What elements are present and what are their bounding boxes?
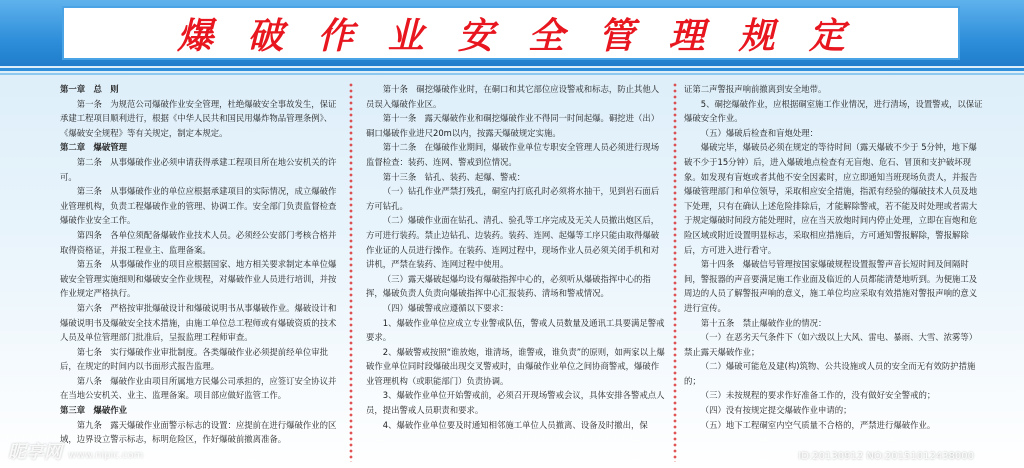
article-paragraph: 1、爆破作业单位应成立专业警戒队伍，警戒人员数量及通讯工具要满足警戒要求。 [366, 317, 665, 343]
title-box [62, 6, 960, 60]
watermark-url: www.nipic.com [68, 450, 144, 461]
text-column-3 [684, 82, 984, 462]
article-paragraph: （四）没有按规定提交爆破作业申请的； [700, 405, 852, 416]
article-paragraph: 第二条 从事爆破作业必须申请获得承建工程项目所在地公安机关的许可。 [60, 156, 337, 182]
article-paragraph: 证第二声警报声响前撤离到安全地带。 [684, 84, 827, 94]
article-paragraph: 爆破完毕，爆破员必须在规定的等待时间（露天爆破不少于 5分钟，地下爆破不少于15分钟）后，进入爆破地点检查有无盲炮、危石、冒顶和支护破坏现象。如发现有盲炮或者其他不安全因素时，应立即通知当班现场负责人，并报告爆破管理部门和单位领导，采取相应安全措施，指派有经验的爆破技术人员及地下处理，只有在确认上述危险排除后，才能解除警戒，若不能及时处理或者需大于规定爆破时间段方能处理时，应在当天放炮时间内停止处理，立即在盲炮和危险区域或附近设置明显标志，采取相应措施后，方可通知警报解除，警报解除后，方可进入进行看守。 [684, 142, 978, 255]
article-paragraph: 第十条 硐挖爆破作业时，在硐口和其它部位应设警戒和标志，防止其他人员误入爆破作业区。 [366, 84, 660, 109]
article-paragraph: （五）爆破后检查和盲炮处理： [700, 127, 819, 138]
article-paragraph: （一）钻孔作业严禁打残孔，硐室内打底孔时必须将水抽干，见到岩石面后方可钻孔。 [366, 186, 660, 211]
article-paragraph: 3、爆破作业单位开始警戒前，必须召开现场警戒会议，具体安排各警戒点人员，提出警戒人员职责和要求。 [366, 390, 665, 416]
article-paragraph: （五）地下工程硐室内空气质量不合格的，严禁进行爆破作业。 [700, 419, 936, 430]
banner-stripe-thin [0, 73, 1024, 75]
article-paragraph: 第一条 为规范公司爆破作业安全管理，杜绝爆破安全事故发生，保证承建工程项目顺利进行，根据《中华人民共和国民用爆炸物品管理条例》、《爆破安全规程》等有关规定，制定本规定。 [60, 98, 337, 138]
page-title: 爆破作业安全管理规定 [177, 15, 880, 57]
article-paragraph: （二）爆破可能危及建(构)筑物、公共设施或人员的安全而无有效防护措施的； [684, 361, 976, 386]
article-paragraph: 第九条 露天爆破作业面警示标志的设置：应提前在进行爆破作业的区域，边界设立警示标志，标明危险区，作好爆破前撤离准备。 [60, 419, 337, 445]
column-divider [346, 82, 356, 462]
article-paragraph: 第十五条 禁止爆破作业的情况： [700, 317, 827, 328]
article-paragraph: （二）爆破作业面在钻孔、清孔、验孔等工序完成及无关人员撤出炮区后，方可进行装药。禁止边钻孔、边装药。装药、连网、起爆等工序只能由取得爆破作业证的人员进行操作。在装药、连网过程中，现场作业人员必须关闭手机和对讲机，严禁在装药、连网过程中使用。 [366, 215, 660, 270]
chapter-heading: 第一章 总 则 [60, 84, 119, 94]
article-paragraph: 第四条 各单位须配备爆破作业技术人员。必须经公安部门考核合格并取得资格证，并报工程业主、监理备案。 [60, 229, 337, 255]
text-column-2 [366, 82, 666, 462]
chapter-heading: 第二章 爆破管理 [60, 142, 127, 153]
text-column-1 [60, 82, 340, 462]
article-paragraph: 第十四条 爆破信号管理按国家爆破规程设置报警声音长短时间及间隔时间，警报器的声音要满足施工作业面及临近的人员都能清楚地听到。为便施工及周边的人员了解警报声响的意义，施工单位均应采取有效措施对警报声响的意义进行宣传。 [684, 259, 978, 313]
banner-stripe [0, 68, 1024, 71]
article-paragraph: 第五条 从事爆破作业的项目应根据国家、地方相关要求制定本单位爆破安全管理实施细则和爆破安全作业规程，对爆破作业人员进行培训，并按作业规定严格执行。 [60, 259, 337, 299]
article-paragraph: 4、爆破作业单位要及时通知相邻施工单位人员撤离、设备及时撤出，保 [382, 419, 648, 430]
article-paragraph: 2、爆破警戒按照“谁放炮，谁清场，谁警戒，谁负责”的原则，如两家以上爆破作业单位同时段爆破出现交叉警戒时，由爆破作业单位之间协商警戒，爆破作业管理机构（或职能部门）负责协调。 [366, 346, 665, 386]
chapter-heading: 第三章 爆破作业 [60, 405, 127, 416]
article-paragraph: 第十三条 钻孔、装药、起爆、警戒： [382, 171, 526, 182]
article-paragraph: 第七条 实行爆破作业审批制度。各类爆破作业必须提前经单位审批后，在规定的时间内以书面形式报告监理。 [60, 346, 329, 372]
article-paragraph: 第八条 爆破作业由项目所属地方民爆公司承担的，应签订安全协议并在当地公安机关、业主、监理备案。项目部应做好监管工作。 [60, 375, 337, 401]
article-paragraph: （一）在恶劣天气条件下（如六级以上大风、雷电、暴雨、大雪、浓雾等）禁止露天爆破作业； [684, 332, 978, 357]
article-paragraph: 第六条 严格按审批爆破设计和爆破说明书从事爆破作业。爆破设计和爆破说明书及爆破安全技术措施，由施工单位总工程师或有爆破资质的技术人员及单位管理部门批准后，呈报监理工程师审查。 [60, 302, 337, 343]
image-id: ID:20130912 NO:20151012438000 [798, 451, 974, 462]
article-paragraph: （三）未按规程的要求作好准备工作的，没有做好安全警戒的； [700, 390, 936, 401]
article-paragraph: 第十二条 在爆破作业期间，爆破作业单位专职安全管理人员必须进行现场监督检查：装药、连网、警戒到位情况。 [366, 142, 660, 167]
watermark-brand: 昵享网 [8, 442, 62, 463]
article-paragraph: 第三条 从事爆破作业的单位应根据承建项目的实际情况，成立爆破作业管理机构，负责工程爆破作业的管理、协调工作。安全部门负责监督检查爆破作业安全工作。 [60, 186, 337, 226]
article-paragraph: 5、硐挖爆破作业，应根据硐室施工作业情况，进行清场，设置警戒，以保证爆破安全作业。 [684, 98, 983, 124]
article-paragraph: （三）露天爆破起爆均设有爆破指挥中心的，必须听从爆破指挥中心的指挥，爆破负责人负责向爆破指挥中心汇报装药、清场和警戒情况。 [366, 273, 651, 299]
article-paragraph: （四）爆破警戒应遵循以下要求： [382, 302, 509, 313]
article-paragraph: 第十一条 露天爆破作业和硐挖爆破作业不得同一时间起爆。硐挖进（出）硐口爆破作业进尺20m以内，按露天爆破规定实施。 [366, 113, 660, 138]
column-divider [670, 82, 680, 462]
watermark [8, 438, 143, 464]
